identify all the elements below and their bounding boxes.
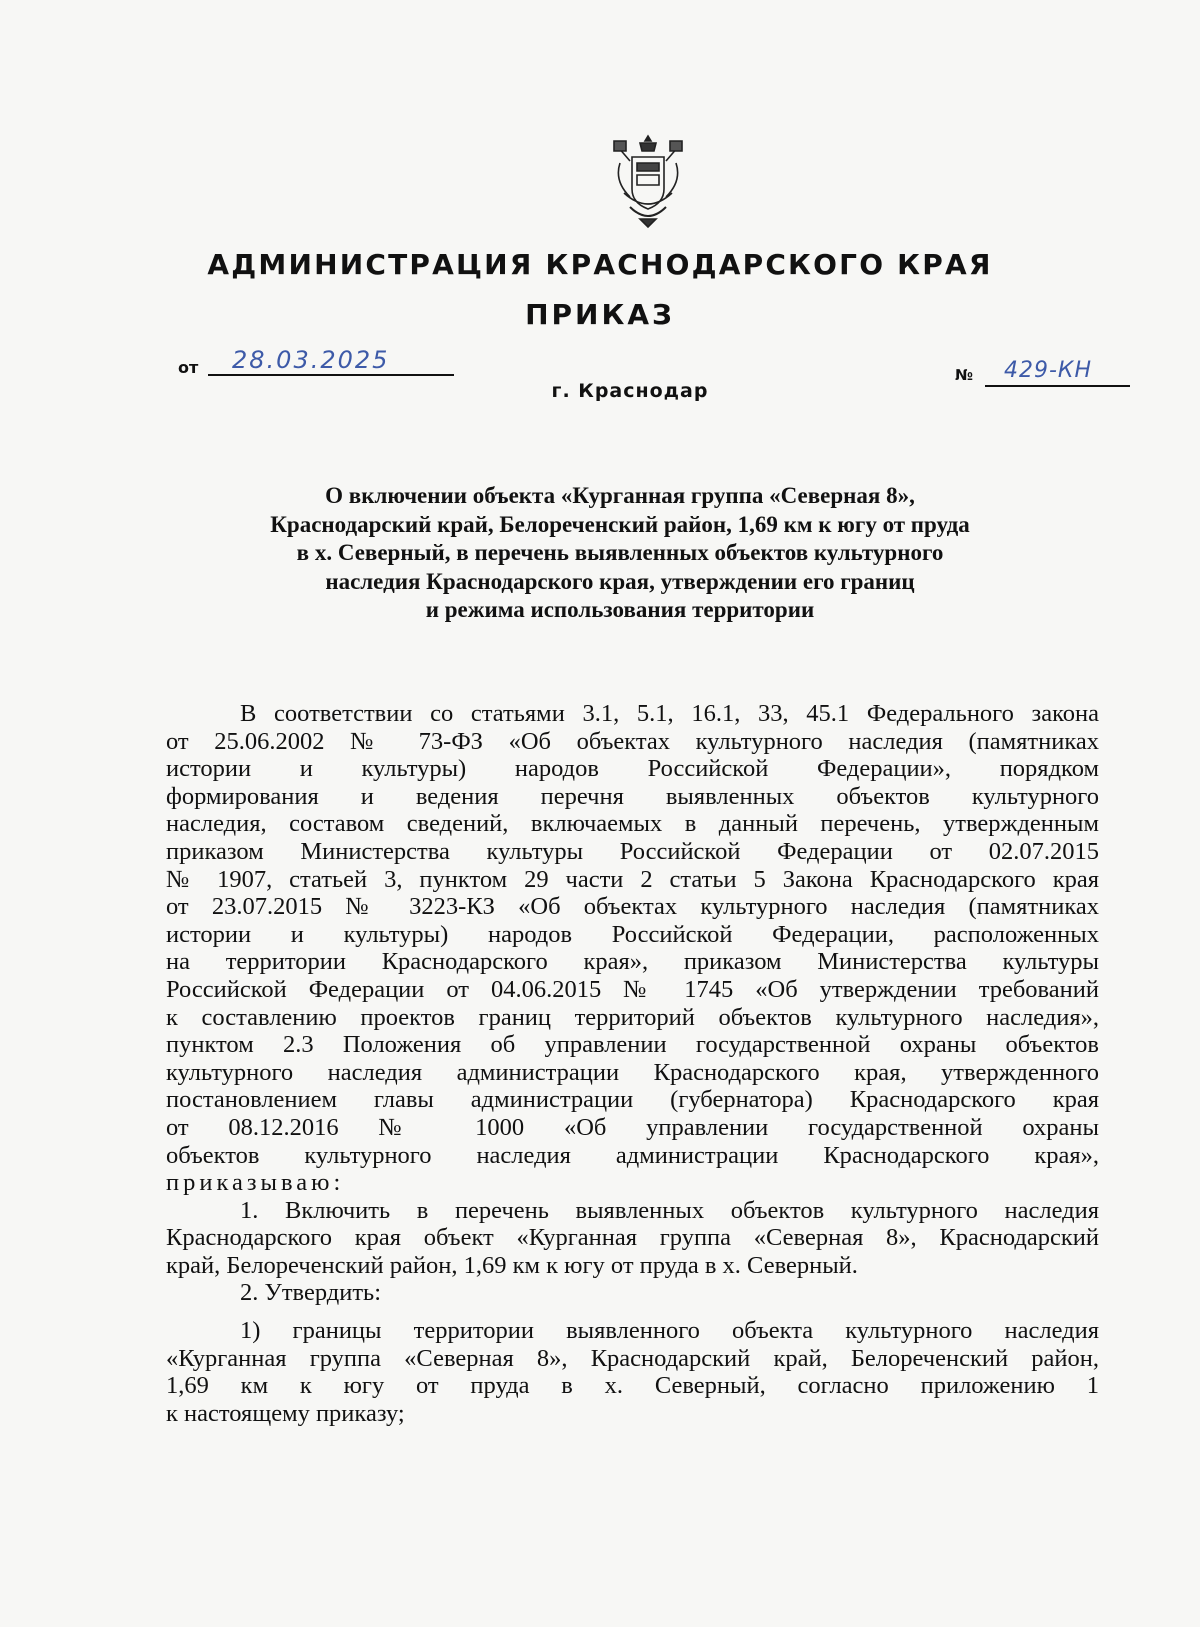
body-line: 2. Утвердить: — [240, 1279, 382, 1307]
order-word: приказываю: — [166, 1169, 345, 1197]
body-line: объектов культурного наследия администрации Краснодарского края», — [166, 1141, 1099, 1169]
document-type: ПРИКАЗ — [525, 298, 675, 331]
body-line: В соответствии со статьями 3.1, 5.1, 16.1, 33, 45.1 Федерального закона — [240, 700, 1099, 727]
number-value-handwritten: 429-КН — [1004, 358, 1093, 383]
body-line: истории и культуры) народов Российской Федерации, расположенных — [166, 920, 1099, 948]
body-line: от 25.06.2002 № 73-ФЗ «Об объектах культурного наследия (памятниках — [166, 727, 1099, 755]
document-title — [160, 482, 1080, 625]
title-line: и режима использования территории — [425, 597, 815, 622]
body-line: 1. Включить в перечень выявленных объектов культурного наследия — [240, 1196, 1099, 1224]
preamble-paragraph — [166, 700, 1099, 1197]
date-label: от — [178, 358, 199, 377]
body-line: край, Белореченский район, 1,69 км к югу от пруда в х. Северный. — [166, 1251, 858, 1279]
body-line: 1) границы территории выявленного объекта культурного наследия — [240, 1317, 1099, 1345]
title-line: наследия Краснодарского края, утверждении его границ — [325, 568, 915, 594]
body-line: от 08.12.2016 № 1000 «Об управлении государственной охраны — [166, 1113, 1099, 1141]
body-line: 1,69 км к югу от пруда в х. Северный, согласно приложению 1 — [166, 1372, 1099, 1400]
document-body — [166, 700, 1099, 1427]
body-line: наследия, составом сведений, включаемых в данный перечень, утвержденным — [166, 810, 1099, 838]
body-line: на территории Краснодарского края», приказом Министерства культуры — [166, 948, 1099, 976]
body-line: к настоящему приказу; — [166, 1399, 405, 1427]
title-line: Краснодарский край, Белореченский район, 1,69 км к югу от пруда — [270, 511, 970, 537]
body-line: приказом Министерства культуры Российской Федерации от 02.07.2015 — [166, 837, 1099, 865]
date-underline — [208, 374, 454, 376]
organization-name: АДМИНИСТРАЦИЯ КРАСНОДАРСКОГО КРАЯ — [207, 248, 993, 281]
body-line: постановлением главы администрации (губернатора) Краснодарского края — [166, 1086, 1099, 1114]
item-2-1-paragraph — [166, 1317, 1099, 1427]
body-line: пунктом 2.3 Положения об управлении государственной охраны объектов — [166, 1031, 1099, 1059]
city: г. Краснодар — [551, 380, 709, 402]
paragraph-gap — [166, 1307, 1099, 1317]
body-line: № 1907, статьей 3, пунктом 29 части 2 статьи 5 Закона Краснодарского края — [166, 865, 1099, 893]
body-line: истории и культуры) народов Российской Федерации», порядком — [166, 755, 1099, 783]
item-2-paragraph — [166, 1279, 1099, 1307]
body-line: «Курганная группа «Северная 8», Краснодарский край, Белореченский район, — [166, 1344, 1099, 1372]
body-line: Российской Федерации от 04.06.2015 № 1745 «Об утверждении требований — [166, 975, 1099, 1003]
krasnodar-coat-of-arms-icon — [610, 133, 686, 231]
title-line: в х. Северный, в перечень выявленных объектов культурного — [296, 540, 944, 565]
number-label: № — [955, 366, 974, 384]
body-line: к составлению проектов границ территорий объектов культурного наследия», — [166, 1003, 1099, 1031]
body-line: Краснодарского края объект «Курганная группа «Северная 8», Краснодарский — [166, 1224, 1099, 1252]
body-line: формирования и ведения перечня выявленных объектов культурного — [166, 782, 1099, 810]
date-value-handwritten: 28.03.2025 — [232, 346, 390, 374]
title-line: О включении объекта «Курганная группа «Северная 8», — [325, 483, 915, 508]
body-line: от 23.07.2015 № 3223-КЗ «Об объектах культурного наследия (памятниках — [166, 893, 1099, 921]
item-1-paragraph — [166, 1197, 1099, 1280]
body-line: культурного наследия администрации Краснодарского края, утвержденного — [166, 1058, 1099, 1086]
